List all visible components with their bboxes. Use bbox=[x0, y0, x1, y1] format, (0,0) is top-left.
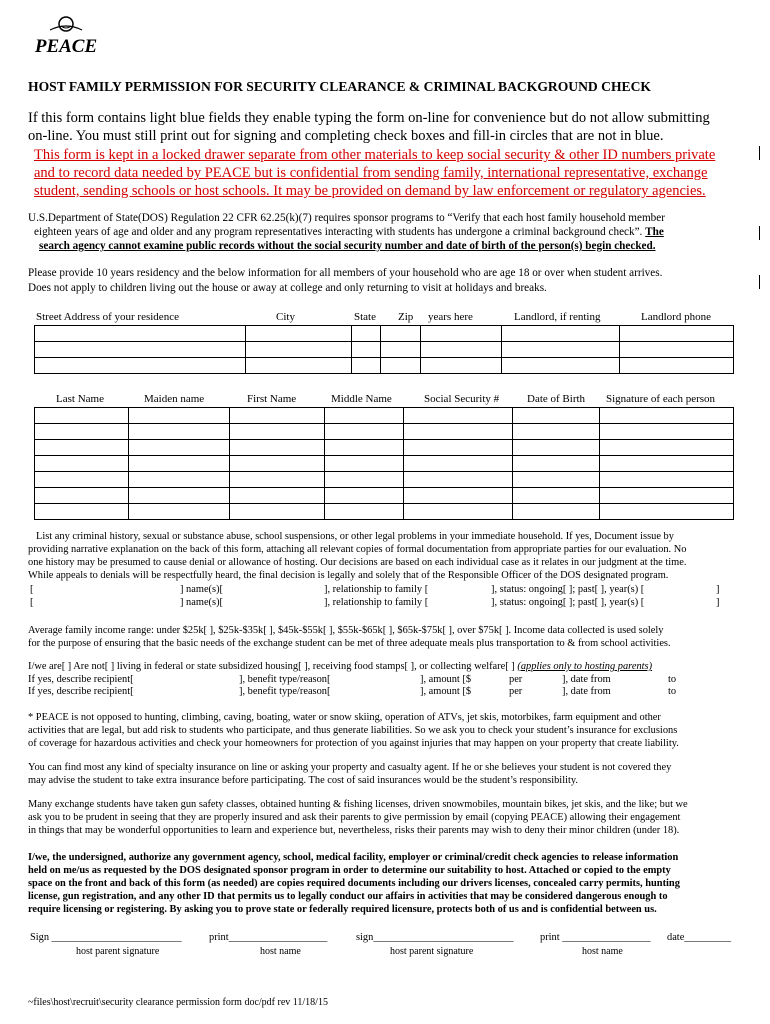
signature-caption: host name bbox=[582, 946, 623, 957]
member-cell[interactable] bbox=[513, 488, 600, 504]
per-label: per bbox=[509, 674, 523, 685]
sign-field-2[interactable]: sign___________________________ bbox=[356, 932, 514, 943]
residency-line: Does not apply to children living out the house or away at college and only returning to visit at holidays and breaks. bbox=[28, 282, 547, 294]
member-cell[interactable] bbox=[35, 504, 129, 520]
table-row bbox=[35, 472, 734, 488]
criminal-relationship-field[interactable]: ], relationship to family [ bbox=[324, 584, 429, 595]
member-cell[interactable] bbox=[324, 472, 404, 488]
gun-line: in things that may be wonderful opportunities to learn and experience but, nevertheless, risks their parents may wish to deny their minor children (under 18). bbox=[28, 825, 680, 836]
years-cell[interactable] bbox=[421, 358, 502, 374]
date-to-label: to bbox=[668, 686, 677, 697]
state-cell[interactable] bbox=[351, 358, 381, 374]
member-cell[interactable] bbox=[600, 424, 734, 440]
household-members-table bbox=[34, 407, 734, 520]
footer-path: ~files\host\recruit\security clearance permission form doc/pdf rev 11/18/15 bbox=[28, 997, 328, 1008]
table-row bbox=[35, 504, 734, 520]
authorize-line: license, gun registration, and any other ID that permits us to legally conduct our affairs in activities that may be considered dangerous enough to bbox=[28, 891, 668, 902]
regulation-text: eighteen years of age and older and any program representatives interacting with students has undergone a criminal background check”. bbox=[34, 226, 643, 238]
member-cell[interactable] bbox=[35, 440, 129, 456]
member-cell[interactable] bbox=[128, 440, 229, 456]
gun-line: ask you to be prudent in seeing that they are properly insured and ask their parents to give permission by email (copying PEACE) allowing their engagement bbox=[28, 812, 681, 823]
member-cell[interactable] bbox=[600, 488, 734, 504]
member-cell[interactable] bbox=[600, 408, 734, 424]
person-header: Maiden name bbox=[144, 393, 205, 405]
landlord-phone-cell[interactable] bbox=[620, 358, 734, 374]
signature-caption: host name bbox=[260, 946, 301, 957]
date-from-field[interactable]: ], date from bbox=[562, 674, 611, 685]
criminal-relationship-field[interactable]: ], relationship to family [ bbox=[324, 597, 429, 608]
peace-logo bbox=[30, 10, 102, 65]
zip-cell[interactable] bbox=[381, 326, 421, 342]
criminal-field-open: [ bbox=[30, 597, 34, 608]
income-line: for the purpose of ensuring that the basic needs of the exchange student can be met of three adequate meals plus transportation to & from school activities. bbox=[28, 638, 671, 649]
criminal-line: one history may be presumed to cause denial or allowance of hosting. Our decisions are based on each individual case as it relates in our judgment at the time. bbox=[28, 557, 687, 568]
date-from-field[interactable]: ], date from bbox=[562, 686, 611, 697]
table-row bbox=[35, 408, 734, 424]
years-cell[interactable] bbox=[421, 326, 502, 342]
landlord-phone-cell[interactable] bbox=[620, 326, 734, 342]
member-cell[interactable] bbox=[513, 424, 600, 440]
criminal-status-field[interactable]: ], status: ongoing[ ]; past[ ], year(s) [ bbox=[491, 584, 645, 595]
member-cell[interactable] bbox=[513, 456, 600, 472]
authorize-line: I/we, the undersigned, authorize any government agency, school, medical facility, employer or criminal/credit check agencies to release information bbox=[28, 852, 679, 863]
address-table bbox=[34, 325, 734, 374]
table-row bbox=[35, 358, 734, 374]
member-cell[interactable] bbox=[229, 456, 324, 472]
member-cell[interactable] bbox=[513, 408, 600, 424]
member-cell[interactable] bbox=[35, 488, 129, 504]
member-cell[interactable] bbox=[128, 408, 229, 424]
member-cell[interactable] bbox=[229, 408, 324, 424]
address-header: Street Address of your residence bbox=[36, 311, 179, 323]
activities-line: activities that are legal, but add risk to students who participate, and thus generate liabilities. So we ask you to check your student’s insurance for exclusions bbox=[28, 725, 678, 736]
signature-caption: host parent signature bbox=[76, 946, 160, 957]
member-cell[interactable] bbox=[404, 440, 513, 456]
zip-cell[interactable] bbox=[381, 358, 421, 374]
insurance-line: You can find most any kind of specialty insurance on line or asking your property and casualty agent. If he or she believes your student is not covered they bbox=[28, 762, 672, 773]
member-cell[interactable] bbox=[404, 456, 513, 472]
residency-line: Please provide 10 years residency and the below information for all members of your household who are age 18 or over when student arrives. bbox=[28, 267, 663, 279]
member-cell[interactable] bbox=[128, 456, 229, 472]
landlord-cell[interactable] bbox=[502, 342, 620, 358]
landlord-cell[interactable] bbox=[502, 326, 620, 342]
address-cell[interactable] bbox=[35, 342, 246, 358]
activities-line: of coverage for hazardous activities and check your homeowners for protection of you against injuries that may happen on your property that create liability. bbox=[28, 738, 679, 749]
activities-line: * PEACE is not opposed to hunting, climbing, caving, boating, water or snow skiing, operation of ATVs, jet skis, motorbikes, farm equipment and other bbox=[28, 712, 661, 723]
member-cell[interactable] bbox=[404, 408, 513, 424]
margin-mark bbox=[759, 226, 760, 240]
person-header: Date of Birth bbox=[527, 393, 586, 405]
recipient-label[interactable]: If yes, describe recipient[ bbox=[28, 686, 134, 697]
gun-line: Many exchange students have taken gun safety classes, obtained hunting & fishing licenses, driven snowmobiles, mountain bikes, jet skis, and the like; but we bbox=[28, 799, 688, 810]
date-to-label: to bbox=[668, 674, 677, 685]
print-field-1[interactable]: print___________________ bbox=[209, 932, 328, 943]
criminal-line: List any criminal history, sexual or substance abuse, school suspensions, or other legal problems in your immediate household. If yes, Document issue by bbox=[36, 531, 674, 542]
member-cell[interactable] bbox=[404, 488, 513, 504]
member-cell[interactable] bbox=[404, 424, 513, 440]
table-row bbox=[35, 342, 734, 358]
address-header: State bbox=[354, 311, 376, 323]
years-cell[interactable] bbox=[421, 342, 502, 358]
city-cell[interactable] bbox=[245, 358, 351, 374]
member-cell[interactable] bbox=[229, 472, 324, 488]
member-cell[interactable] bbox=[229, 424, 324, 440]
address-header: Landlord phone bbox=[641, 311, 711, 323]
confidential-notice: student, sending schools or host schools. It may be provided on demand by law enforcement or regulatory agencies. bbox=[34, 183, 706, 199]
address-cell[interactable] bbox=[35, 326, 246, 342]
regulation-line bbox=[34, 226, 664, 240]
criminal-status-field[interactable]: ], status: ongoing[ ]; past[ ], year(s) [ bbox=[491, 597, 645, 608]
table-row bbox=[35, 456, 734, 472]
margin-mark bbox=[759, 146, 760, 160]
member-cell[interactable] bbox=[404, 472, 513, 488]
member-cell[interactable] bbox=[128, 504, 229, 520]
member-cell[interactable] bbox=[229, 440, 324, 456]
criminal-field-close: ] bbox=[716, 597, 720, 608]
criminal-names-field[interactable]: ] name(s)[ bbox=[180, 584, 223, 595]
zip-cell[interactable] bbox=[381, 342, 421, 358]
intro-line: on-line. You must still print out for signing and completing check boxes and fill-in circles that are not in blue. bbox=[28, 128, 664, 144]
member-cell[interactable] bbox=[35, 472, 129, 488]
address-header: Landlord, if renting bbox=[514, 311, 601, 323]
person-header: Signature of each person bbox=[606, 393, 716, 405]
authorize-line: require licensing or registering. By asking you to prove state or federally required licensure, protects both of us and is confidential between us. bbox=[28, 904, 657, 915]
member-cell[interactable] bbox=[229, 504, 324, 520]
criminal-line: While appeals to denials will be respectfully heard, the final decision is legally and solely that of the Responsible Officer of the DOS designated program. bbox=[28, 570, 669, 581]
member-cell[interactable] bbox=[324, 488, 404, 504]
criminal-field-close: ] bbox=[716, 584, 720, 595]
member-cell[interactable] bbox=[128, 488, 229, 504]
city-cell[interactable] bbox=[245, 342, 351, 358]
authorize-line: held on me/us as requested by the DOS designated sponsor program in order to determine our suitability to host. Attached or copied to the empty bbox=[28, 865, 671, 876]
regulation-line: U.S.Department of State(DOS) Regulation 22 CFR 62.25(k)(7) requires sponsor programs to “Verify that each host family household member bbox=[28, 212, 665, 224]
member-cell[interactable] bbox=[35, 424, 129, 440]
member-cell[interactable] bbox=[128, 472, 229, 488]
recipient-label[interactable]: If yes, describe recipient[ bbox=[28, 674, 134, 685]
print-field-2[interactable]: print _________________ bbox=[540, 932, 651, 943]
welfare-text: I/we are[ ] Are not[ ] living in federal or state subsidized housing[ ], receiving food stamps[ ], or collecting welfare[ ] bbox=[28, 661, 515, 672]
landlord-phone-cell[interactable] bbox=[620, 342, 734, 358]
amount-field[interactable]: ], amount [$ bbox=[420, 674, 472, 685]
member-cell[interactable] bbox=[128, 424, 229, 440]
member-cell[interactable] bbox=[600, 456, 734, 472]
criminal-field-open: [ bbox=[30, 584, 34, 595]
table-row bbox=[35, 326, 734, 342]
address-header: years here bbox=[428, 311, 473, 323]
member-cell[interactable] bbox=[513, 472, 600, 488]
address-cell[interactable] bbox=[35, 358, 246, 374]
amount-field[interactable]: ], amount [$ bbox=[420, 686, 472, 697]
member-cell[interactable] bbox=[600, 472, 734, 488]
member-cell[interactable] bbox=[513, 504, 600, 520]
welfare-note: (applies only to hosting parents) bbox=[517, 661, 653, 672]
state-cell[interactable] bbox=[351, 342, 381, 358]
table-row bbox=[35, 488, 734, 504]
logo-text: PEACE bbox=[34, 36, 98, 57]
sign-field-1[interactable]: Sign _________________________ bbox=[30, 932, 182, 943]
benefit-type-field[interactable]: ], benefit type/reason[ bbox=[239, 674, 331, 685]
table-row bbox=[35, 424, 734, 440]
signature-caption: host parent signature bbox=[390, 946, 474, 957]
confidential-notice: and to record data needed by PEACE but is confidential from sending family, international representative, exchange bbox=[34, 165, 708, 181]
regulation-emphasis: search agency cannot examine public records without the social security number and date of birth of the person(s) begin checked. bbox=[39, 240, 656, 252]
welfare-line bbox=[28, 661, 652, 674]
person-header: Middle Name bbox=[331, 393, 392, 405]
criminal-names-field[interactable]: ] name(s)[ bbox=[180, 597, 223, 608]
benefit-type-field[interactable]: ], benefit type/reason[ bbox=[239, 686, 331, 697]
person-header: Last Name bbox=[56, 393, 104, 405]
per-label: per bbox=[509, 686, 523, 697]
margin-mark bbox=[759, 275, 760, 289]
date-field[interactable]: date_________ bbox=[667, 932, 732, 943]
member-cell[interactable] bbox=[600, 440, 734, 456]
person-header: Social Security # bbox=[424, 393, 500, 405]
intro-line: If this form contains light blue fields they enable typing the form on-line for convenience but do not allow submitting bbox=[28, 110, 710, 126]
member-cell[interactable] bbox=[404, 504, 513, 520]
address-header: Zip bbox=[398, 311, 414, 323]
member-cell[interactable] bbox=[513, 440, 600, 456]
landlord-cell[interactable] bbox=[502, 358, 620, 374]
insurance-line: may advise the student to take extra insurance before participating. The cost of said insurances would be the student’s responsibility. bbox=[28, 775, 578, 786]
city-cell[interactable] bbox=[245, 326, 351, 342]
address-header: City bbox=[276, 311, 295, 323]
table-row bbox=[35, 440, 734, 456]
member-cell[interactable] bbox=[600, 504, 734, 520]
regulation-the: The bbox=[645, 226, 664, 238]
confidential-notice: This form is kept in a locked drawer separate from other materials to keep social security & other ID numbers private bbox=[34, 147, 716, 163]
member-cell[interactable] bbox=[324, 408, 404, 424]
authorize-line: space on the front and back of this form (as needed) are copies required documents including our drivers licenses, concealed carry permits, hunting bbox=[28, 878, 680, 889]
income-line: Average family income range: under $25k[ ], $25k-$35k[ ], $45k-$55k[ ], $55k-$65k[ ], $65k-$75k[ ], over $75k[ ]. Income data collected is used solely bbox=[28, 625, 664, 636]
member-cell[interactable] bbox=[35, 408, 129, 424]
member-cell[interactable] bbox=[229, 488, 324, 504]
member-cell[interactable] bbox=[35, 456, 129, 472]
criminal-line: providing narrative explanation on the back of this form, attaching all relevant copies of formal documentation from appropriate parties for our evaluation. No bbox=[28, 544, 687, 555]
member-cell[interactable] bbox=[324, 440, 404, 456]
member-cell[interactable] bbox=[324, 504, 404, 520]
member-cell[interactable] bbox=[324, 424, 404, 440]
person-header: First Name bbox=[247, 393, 297, 405]
member-cell[interactable] bbox=[324, 456, 404, 472]
form-title: HOST FAMILY PERMISSION FOR SECURITY CLEARANCE & CRIMINAL BACKGROUND CHECK bbox=[28, 79, 651, 94]
state-cell[interactable] bbox=[351, 326, 381, 342]
